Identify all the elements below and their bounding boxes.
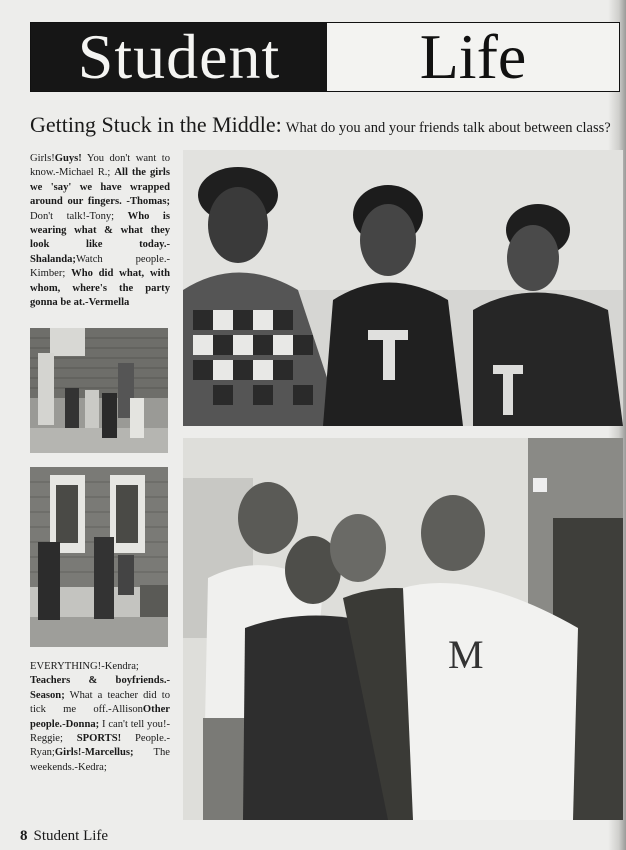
section-name: Student Life xyxy=(33,828,109,844)
quote-segment: People.-Ryan; xyxy=(30,733,170,759)
photo-three-students xyxy=(183,150,623,426)
quote-segment: Teachers & boyfriends.-Season; xyxy=(30,675,170,701)
quote-segment: I can't tell you!-Reggie; xyxy=(30,718,170,745)
quote-segment: Girls! xyxy=(30,153,55,164)
svg-text:M: M xyxy=(448,632,484,677)
quote-segment: Watch people.-Kimber; xyxy=(30,253,170,280)
quotes-bottom xyxy=(30,660,170,775)
headline xyxy=(30,112,626,138)
quote-segment: Other people.-Donna; xyxy=(30,704,170,730)
quotes-top xyxy=(30,152,170,310)
section-banner xyxy=(30,22,620,92)
quote-segment: Who did what, with whom, where's the party gonna be at.-Vermella xyxy=(30,268,170,309)
page-number: 8 xyxy=(20,828,28,844)
quote-segment: Who is wearing what & what they look like today.-Shalanda; xyxy=(30,210,171,265)
quote-segment: All the girls we 'say' we have wrapped around our fingers. -Thomas; xyxy=(30,167,170,208)
quote-segment: Don't talk!-Tony; xyxy=(30,210,128,222)
quote-segment: The weekends.-Kedra; xyxy=(30,747,170,773)
photo-students-walking xyxy=(30,467,168,647)
quote-segment: Guys! xyxy=(54,153,82,164)
photo-students-by-building xyxy=(30,328,168,453)
quote-segment: EVERYTHING!-Kendra; xyxy=(30,661,139,672)
headline-question: What do you and your friends talk about between class? xyxy=(285,120,611,136)
page-footer xyxy=(20,828,108,845)
banner-word-student: Student xyxy=(31,23,327,91)
quote-segment: Girls!-Marcellus; xyxy=(54,747,134,759)
quote-segment: You don't want to know.-Michael R.; xyxy=(30,153,170,179)
quote-segment: SPORTS! xyxy=(76,733,122,745)
headline-title: Getting Stuck in the Middle: xyxy=(30,112,282,137)
banner-word-life: Life xyxy=(327,23,619,91)
quote-segment: What a teacher did to tick me off.-Allison xyxy=(30,689,170,716)
photo-four-students xyxy=(183,438,623,820)
